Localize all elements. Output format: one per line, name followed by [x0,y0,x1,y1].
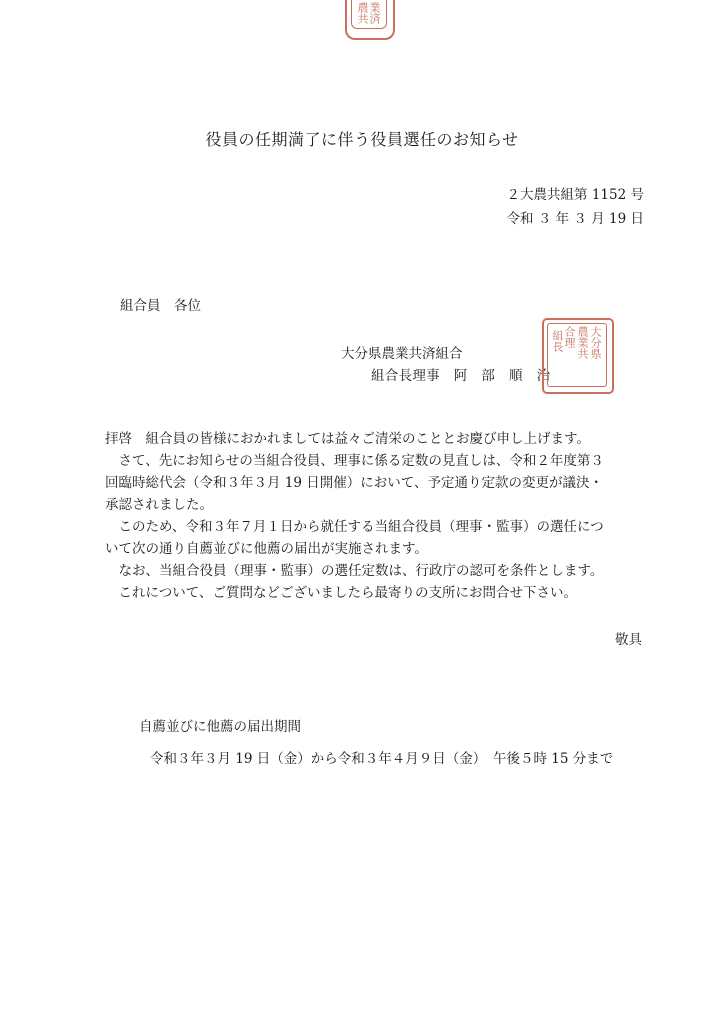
addressee: 組合員 各位 [120,298,201,314]
body-line: 承認されました。 [105,497,213,513]
official-seal-stamp: 組長 合理 農業共 大分県 [542,318,614,394]
body-line: いて次の通り自薦並びに他薦の届出が実施されます。 [105,541,428,557]
body-line: 回臨時総代会（令和３年３月 19 日開催）において、予定通り定款の変更が議決・ [105,475,603,491]
period-value: 令和３年３月 19 日（金）から令和３年４月９日（金） 午後５時 15 分まで [150,751,614,767]
closing-word: 敬具 [615,632,642,648]
body-line: これについて、ご質問などございましたら最寄りの支所にお問合せ下さい。 [105,585,577,601]
letter-body [105,428,604,604]
body-line: このため、令和３年７月１日から就任する当組合役員（理事・監事）の選任につ [105,519,604,535]
document-title: 役員の任期満了に伴う役員選任のお知らせ [205,130,519,149]
period-heading: 自薦並びに他薦の届出期間 [139,719,301,735]
sender-signer: 組合長理事 阿 部 順 治 [371,368,551,384]
reference-number: ２大農共組第 1152 号 [506,187,644,203]
document-date: 令和 ３ 年 ３ 月 19 日 [506,211,644,227]
sender-organization: 大分県農業共済組合 [341,346,463,362]
body-line: なお、当組合役員（理事・監事）の選任定数は、行政庁の認可を条件とします。 [105,563,604,579]
top-seal-stamp: 農共 業済 [345,0,395,40]
body-line: さて、先にお知らせの当組合役員、理事に係る定数の見直しは、令和２年度第３ [105,453,604,469]
body-line: 拝啓 組合員の皆様におかれましては益々ご清栄のこととお慶び申し上げます。 [105,431,590,447]
